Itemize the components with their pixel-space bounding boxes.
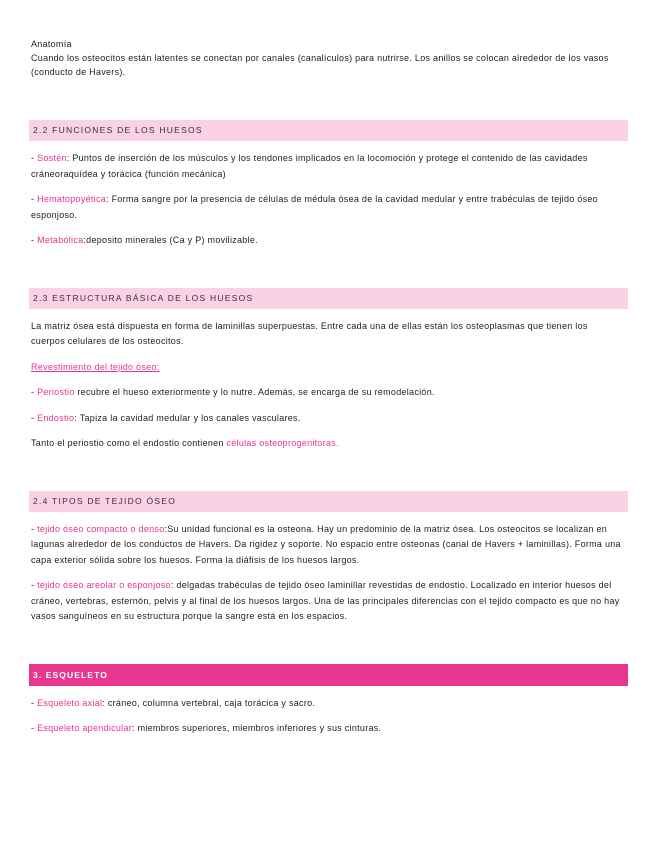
term-highlight: Metabólica (37, 235, 84, 245)
function-item-sosten (29, 151, 622, 182)
bullet-dash: - (31, 153, 38, 163)
item-description: : delgadas trabéculas de tejido óseo laminillar revestidas de endostio. Localizado en interior huesos del cráneo, vertebras, esternón, pelvis y al final de los huesos largos. Una de las principales diferencias con el tejido compacto es que no hay vasos sanguíneos en su estructura porque la sangre está en los espacios. (31, 580, 620, 621)
section-bar (29, 288, 628, 309)
skeleton-item-apendicular (29, 721, 622, 737)
item-description: : Puntos de inserción de los músculos y los tendones implicados en la locomoción y protege el contenido de las cavidades cráneoraquídea y torácica (función mecánica) (31, 153, 588, 179)
item-description: : Forma sangre por la presencia de células de médula ósea de la cavidad medular y entre trabéculas de tejido óseo esponjoso. (31, 194, 598, 220)
term-highlight: tejido óseo areolar o esponjoso (37, 580, 171, 590)
term-highlight: Periostio (37, 387, 75, 397)
periostio-item (29, 385, 622, 401)
chapter-bar (29, 664, 628, 686)
matrix-paragraph: La matriz ósea está dispuesta en forma de laminillas superpuestas. Entre cada una de ellas están los osteoplasmas que tienen los cuerpos celulares de los osteocitos. (31, 320, 588, 346)
section-title: 2.2 FUNCIONES DE LOS HUESOS (33, 125, 203, 135)
term-highlight: Esqueleto apendicular (37, 723, 133, 733)
term-highlight: Esqueleto axial (37, 697, 103, 708)
function-item-metabolica (29, 233, 622, 249)
progenitors-paragraph (29, 436, 622, 452)
intro-paragraph: Cuando los osteocitos están latentes se conectan por canales (canalículos) para nutrirse. Los anillos se colocan alrededor de los vasos (conducto de Havers). (31, 53, 609, 77)
section-esqueleto (29, 664, 628, 737)
term-highlight: tejido óseo compacto o denso (37, 523, 165, 534)
item-description: :Su unidad funcional es la osteona. Hay un predominio de la matriz ósea. Los osteocitos se localizan en lagunas alrededor de los conductos de Havers. Da rigidez y soporte. No espacio entre osteonas (canal de Havers + laminillas). Forma una capa exterior sólida sobre los huesos. Forma la diáfisis de los huesos largos. (31, 523, 621, 565)
bullet-dash: - (31, 580, 38, 590)
subject-label: Anatomía (31, 39, 72, 49)
section-estructura (29, 288, 628, 452)
bullet-dash: - (31, 194, 38, 204)
item-description: : Tapiza la cavidad medular y los canales vasculares. (74, 412, 301, 423)
function-item-hematopoyetica (29, 192, 622, 223)
section-title: 2.4 TIPOS DE TEJIDO ÓSEO (33, 495, 177, 506)
lining-heading: Revestimiento del tejido óseo: (31, 361, 160, 372)
item-description: :deposito minerales (Ca y P) movilizable. (83, 235, 258, 245)
bullet-dash: - (31, 523, 38, 534)
lining-heading-paragraph (29, 360, 622, 376)
item-description: : miembros superiores, miembros inferiores y sus cinturas. (132, 723, 382, 733)
section-bar (29, 120, 628, 141)
page-header (29, 38, 622, 81)
term-highlight: Hematopoyética (37, 194, 107, 204)
section-bar (29, 491, 628, 512)
paragraph-text: Tanto el periostio como el endostio contienen (31, 438, 227, 448)
tissue-item-esponjoso (29, 578, 622, 625)
skeleton-item-axial (29, 696, 622, 712)
endostio-item (29, 411, 622, 427)
term-highlight: células osteoprogenitoras. (226, 438, 339, 448)
item-description: recubre el hueso exteriormente y lo nutre. Además, se encarga de su remodelación. (74, 387, 435, 397)
term-highlight: Sostén (37, 153, 67, 163)
tissue-item-compacto (29, 522, 622, 569)
section-tipos-tejido (29, 491, 628, 625)
section-funciones (29, 120, 628, 249)
bullet-dash: - (31, 723, 38, 733)
term-highlight: Endostio (37, 412, 75, 423)
bullet-dash: - (31, 235, 38, 245)
chapter-title: 3. ESQUELETO (33, 669, 108, 680)
bullet-dash: - (31, 697, 38, 708)
bullet-dash: - (31, 387, 38, 397)
section-title: 2.3 ESTRUCTURA BÁSICA DE LOS HUESOS (33, 292, 254, 303)
bullet-dash: - (31, 412, 38, 423)
item-description: : cráneo, columna vertebral, caja torácica y sacro. (102, 697, 316, 708)
document-page (29, 38, 628, 737)
